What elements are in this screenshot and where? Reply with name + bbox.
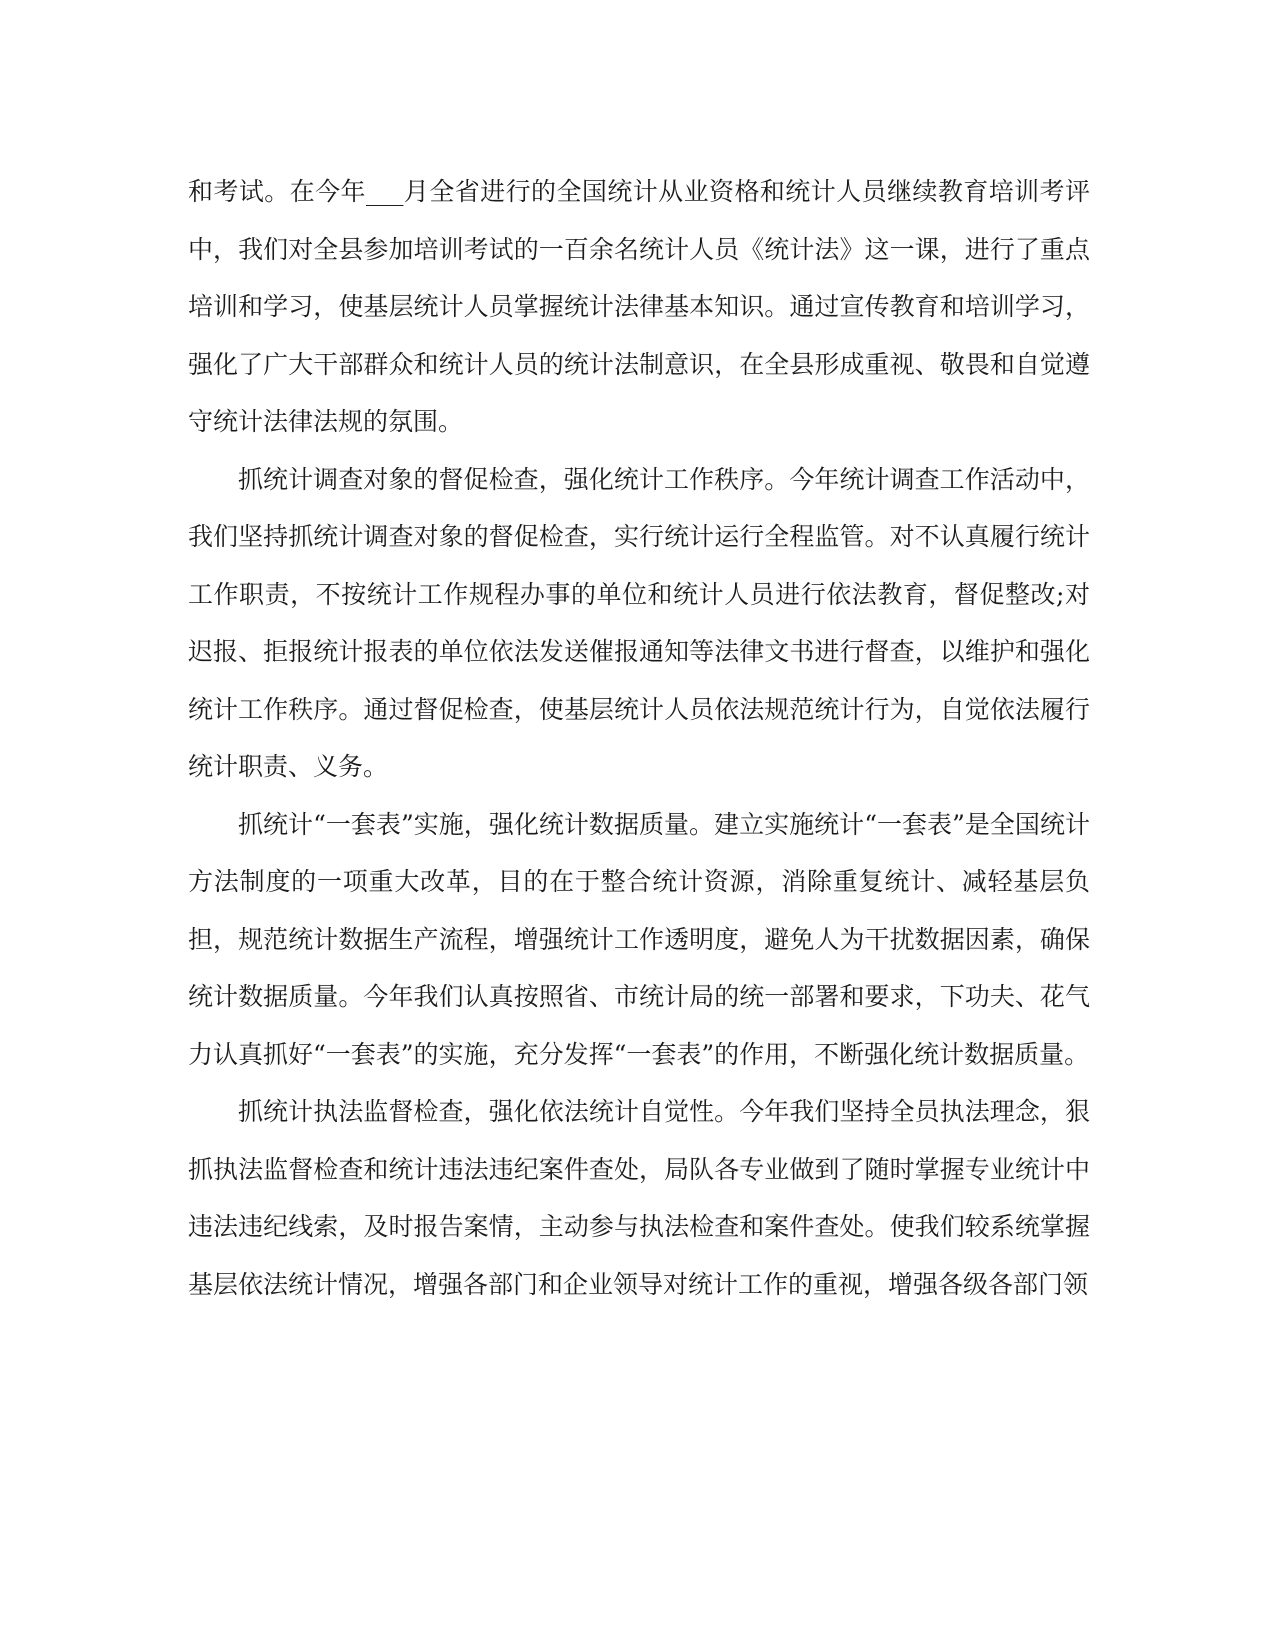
paragraph-2: 抓统计调查对象的督促检查，强化统计工作秩序。今年统计调查工作活动中，我们坚持抓统计调查对象的督促检查，实行统计运行全程监管。对不认真履行统计工作职责，不按统计工作规程办事的单位和统计人员进行依法教育，督促整改;对迟报、拒报统计报表的单位依法发送催报通知等法律文书进行督查，以维护和强化统计工作秩序。通过督促检查，使基层统计人员依法规范统计行为，自觉依法履行统计职责、义务。 [188, 464, 1090, 781]
paragraph-1: 和考试。在今年___月全省进行的全国统计从业资格和统计人员继续教育培训考评中，我们对全县参加培训考试的一百余名统计人员《统计法》这一课，进行了重点培训和学习，使基层统计人员掌握统计法律基本知识。通过宣传教育和培训学习，强化了广大干部群众和统计人员的统计法制意识，在全县形成重视、敬畏和自觉遵守统计法律法规的氛围。 [188, 177, 1090, 436]
paragraph-4: 抓统计执法监督检查，强化依法统计自觉性。今年我们坚持全员执法理念，狠抓执法监督检查和统计违法违纪案件查处，局队各专业做到了随时掌握专业统计中违法违纪线索，及时报告案情，主动参与执法检查和案件查处。使我们较系统掌握基层依法统计情况，增强各部门和企业领导对统计工作的重视，增强各级各部门领 [188, 1097, 1090, 1299]
body-text [188, 163, 1090, 1313]
paragraph-3: 抓统计“一套表”实施，强化统计数据质量。建立实施统计“一套表”是全国统计方法制度的一项重大改革，目的在于整合统计资源，消除重复统计、减轻基层负担，规范统计数据生产流程，增强统计工作透明度，避免人为干扰数据因素，确保统计数据质量。今年我们认真按照省、市统计局的统一部署和要求，下功夫、花气力认真抓好“一套表”的实施，充分发挥“一套表”的作用，不断强化统计数据质量。 [188, 809, 1090, 1069]
